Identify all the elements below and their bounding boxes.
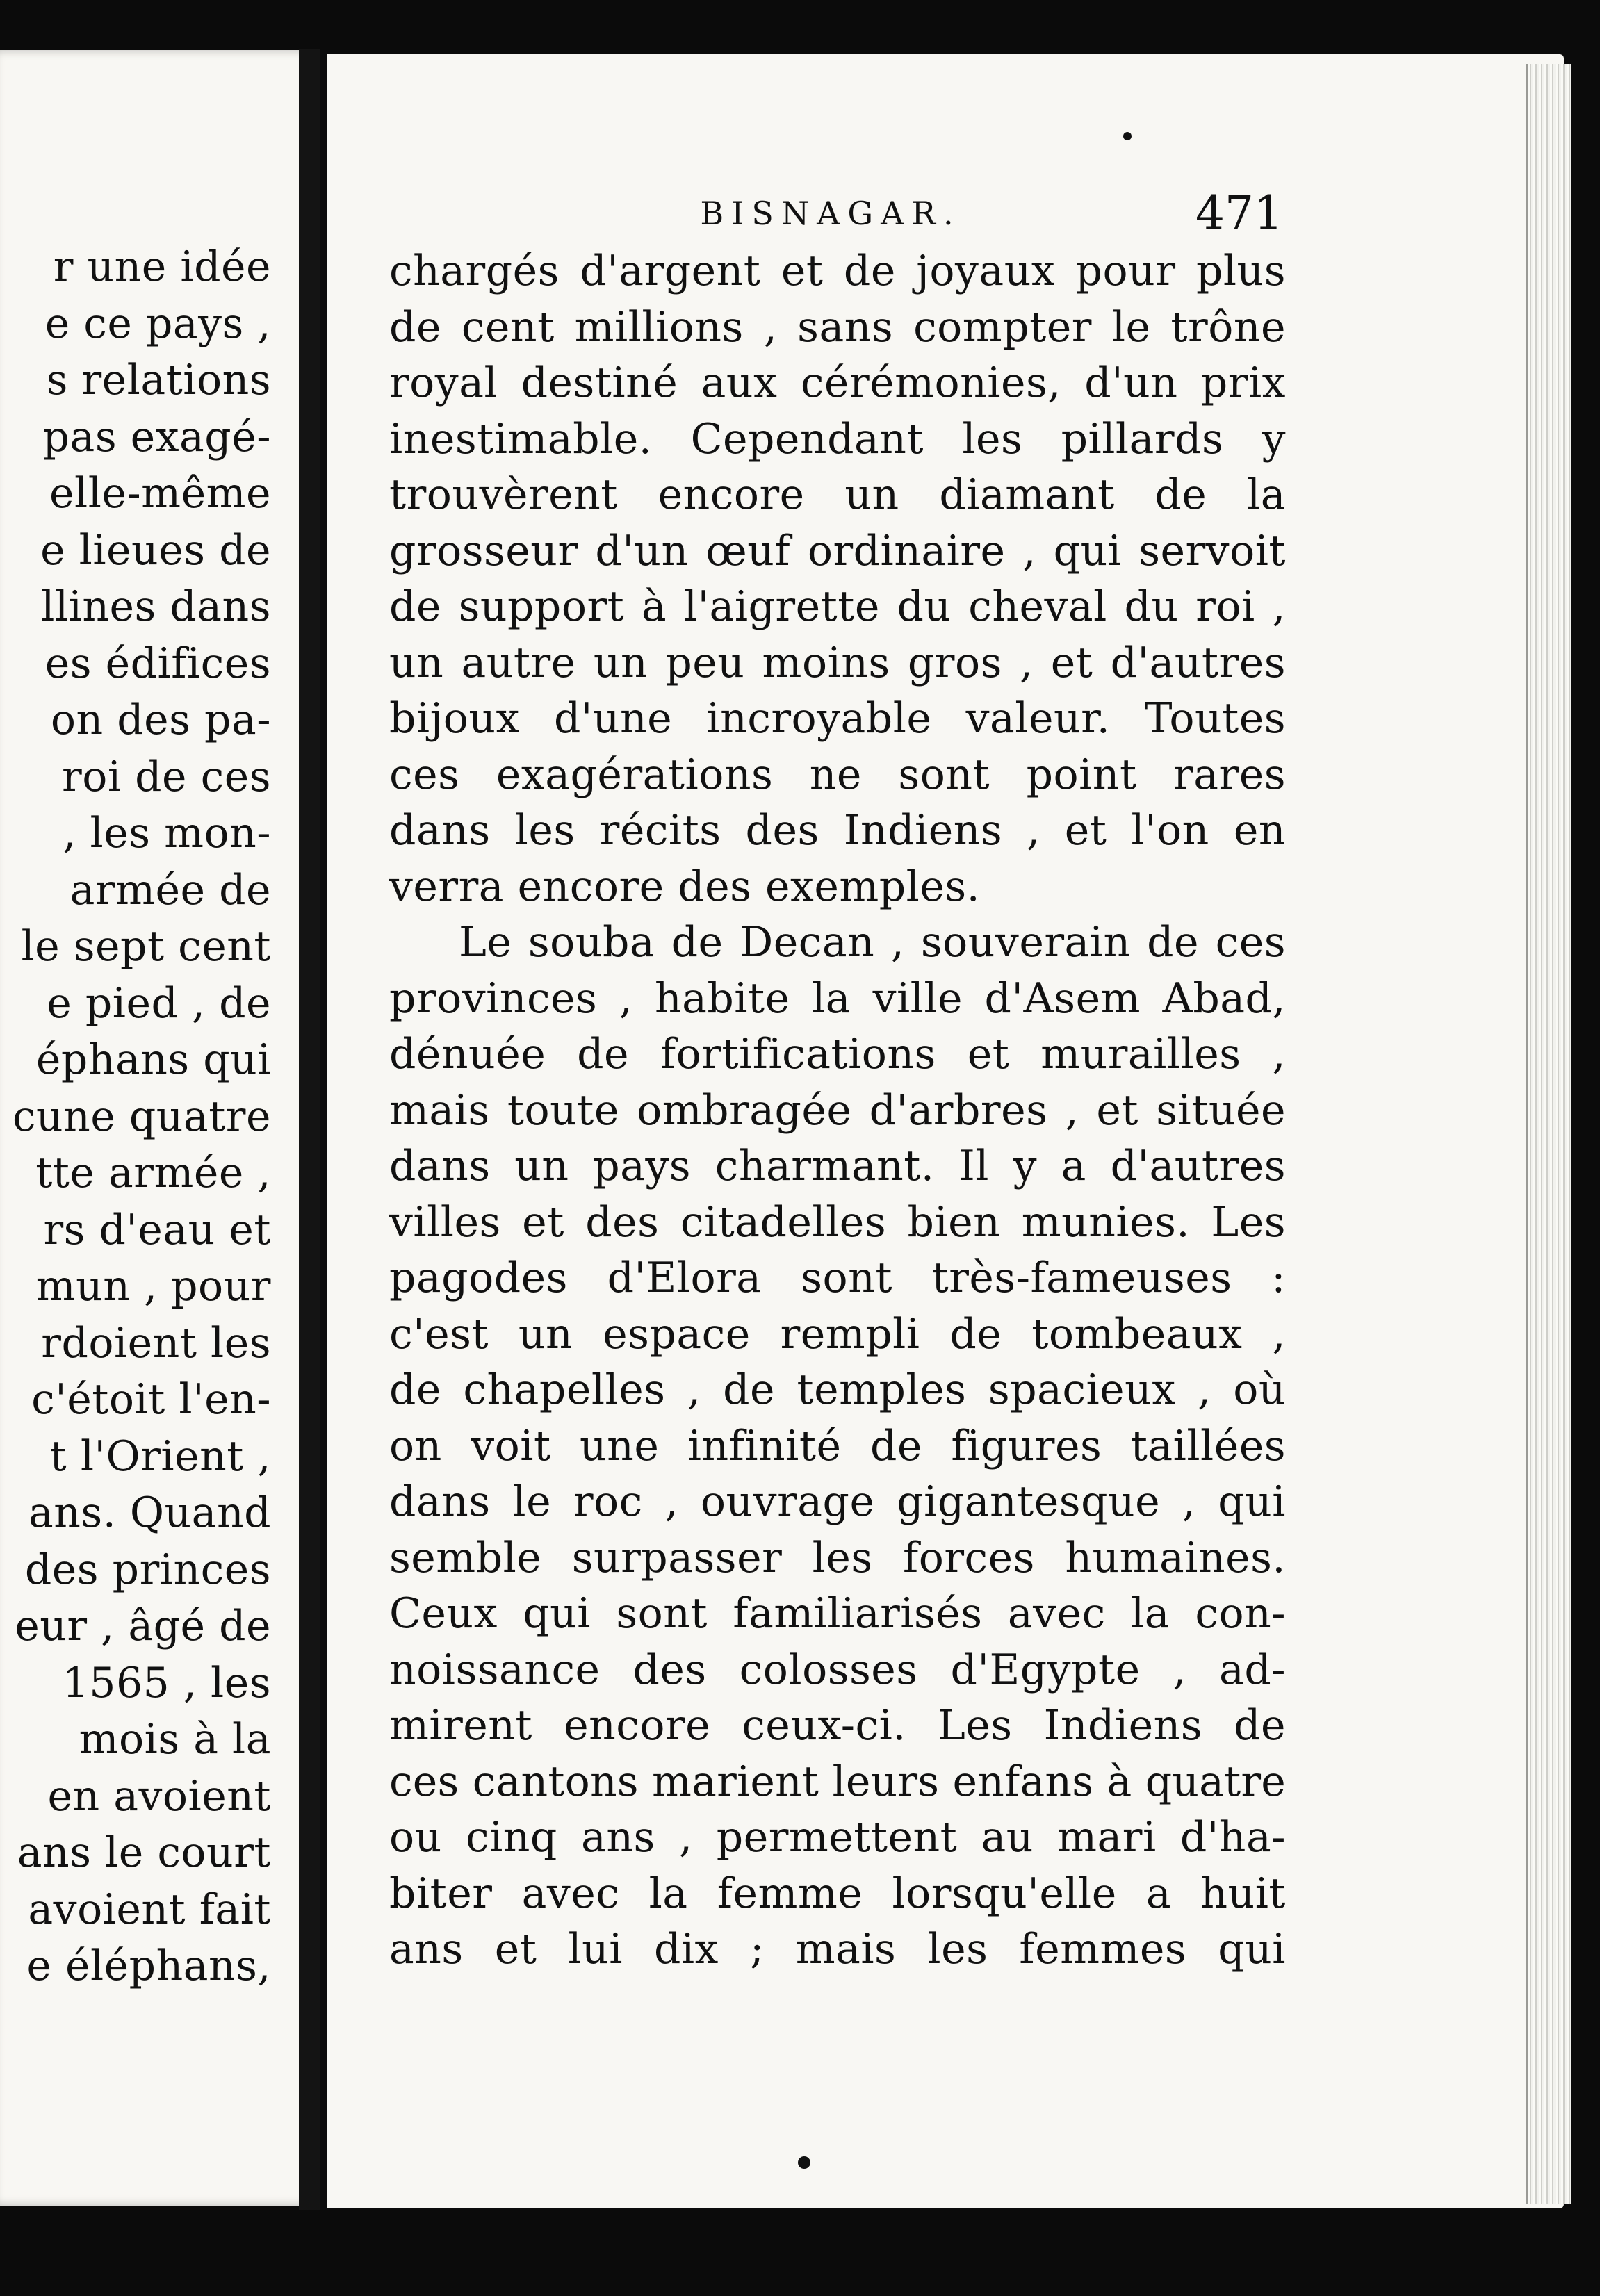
right-page-line: dans un pays charmant. Il y a d'autres	[389, 1142, 1286, 1190]
right-page-line: verra encore des exemples.	[389, 862, 981, 911]
right-page-line: villes et des citadelles bien munies. Les	[389, 1197, 1286, 1247]
right-page-line: ces cantons marient leurs enfans à quatre	[389, 1757, 1286, 1806]
right-page-line: inestimable. Cependant les pillards y	[389, 414, 1286, 464]
left-page-line: ans. Quand	[28, 1489, 271, 1537]
right-page-line: royal destiné aux cérémonies, d'un prix	[389, 359, 1286, 407]
right-page-line: de cent millions , sans compter le trône	[389, 302, 1286, 352]
right-page-line: bijoux d'une incroyable valeur. Toutes	[389, 694, 1286, 743]
left-page-line: eur , âgé de	[15, 1602, 271, 1650]
left-page-line: r une idée	[53, 243, 271, 291]
ink-speck	[798, 2156, 810, 2169]
left-page-line: e lieues de	[40, 525, 271, 575]
right-page-line: ces exagérations ne sont point rares	[389, 750, 1286, 799]
page-number: 471	[1195, 186, 1283, 240]
right-page-line: chargés d'argent et de joyaux pour plus	[389, 247, 1286, 295]
right-page-line: de chapelles , de temples spacieux , où	[389, 1366, 1286, 1414]
right-page-line: grosseur d'un œuf ordinaire , qui servoit	[389, 526, 1286, 575]
left-page-line: e éléphans,	[26, 1942, 271, 1990]
left-page-line: rs d'eau et	[43, 1205, 271, 1254]
left-page-line: des princes	[24, 1545, 271, 1594]
right-page-line: Ceux qui sont familiarisés avec la con-	[389, 1589, 1286, 1638]
left-page-line: e pied , de	[47, 978, 271, 1028]
page-edge-stack	[1526, 64, 1571, 2204]
left-page-line: pas exagé-	[42, 412, 271, 461]
left-page-line: mun , pour	[35, 1262, 271, 1311]
left-page-line: rdoient les	[41, 1318, 271, 1368]
right-page-line: trouvèrent encore un diamant de la	[389, 470, 1286, 519]
book-gutter	[299, 49, 320, 2210]
left-page-line: mois à la	[79, 1715, 271, 1764]
left-page-line: armée de	[70, 865, 271, 915]
left-page-line: e ce pays ,	[44, 299, 271, 348]
right-page-line: provinces , habite la ville d'Asem Abad,	[389, 974, 1286, 1023]
right-page-line: dans le roc , ouvrage gigantesque , qui	[389, 1477, 1286, 1526]
left-page-line: roi de ces	[62, 752, 271, 801]
right-page-line: c'est un espace rempli de tombeaux ,	[389, 1309, 1286, 1359]
left-page-line: en avoient	[47, 1771, 271, 1821]
left-page-line: tte armée ,	[35, 1149, 271, 1197]
left-page-line: cune quatre	[12, 1092, 271, 1141]
right-page-line: un autre un peu moins gros , et d'autres	[389, 638, 1286, 687]
left-page-line: , les mon-	[63, 809, 271, 858]
left-page-line: 1565 , les	[62, 1658, 271, 1707]
left-page-line: elle-même	[49, 469, 271, 518]
left-page-line: llines dans	[41, 582, 271, 631]
left-page	[0, 50, 314, 2206]
right-page-line: dans les récits des Indiens , et l'on en	[389, 806, 1286, 855]
right-page-line: on voit une infinité de figures taillées	[389, 1421, 1286, 1470]
left-page-line: s relations	[46, 356, 271, 404]
left-page-line: on des pa-	[50, 696, 271, 744]
running-head: BISNAGAR.	[700, 195, 961, 232]
right-page-line: noissance des colosses d'Egypte , ad-	[389, 1645, 1286, 1694]
left-page-line: éphans qui	[35, 1035, 271, 1084]
right-page-line: dénuée de fortifications et murailles ,	[389, 1030, 1286, 1079]
right-page-line: ans et lui dix ; mais les femmes qui	[389, 1925, 1286, 1974]
right-page-line: mais toute ombragée d'arbres , et située	[389, 1085, 1286, 1135]
left-page-line: le sept cent	[21, 922, 271, 971]
left-page-line: avoient fait	[28, 1885, 271, 1934]
left-page-line: c'étoit l'en-	[31, 1375, 271, 1424]
ink-speck	[1123, 132, 1132, 140]
right-page-line: pagodes d'Elora sont très-fameuses :	[389, 1254, 1286, 1302]
left-page-line: t l'Orient ,	[49, 1432, 271, 1481]
right-page-line: mirent encore ceux-ci. Les Indiens de	[389, 1701, 1286, 1750]
right-page-line: de support à l'aigrette du cheval du roi ,	[389, 582, 1286, 631]
right-page-line: Le souba de Decan , souverain de ces	[459, 918, 1286, 967]
right-page-line: biter avec la femme lorsqu'elle a huit	[389, 1869, 1286, 1918]
left-page-line: es édifices	[44, 639, 271, 688]
right-page-line: ou cinq ans , permettent au mari d'ha-	[389, 1813, 1286, 1862]
right-page-line: semble surpasser les forces humaines.	[389, 1533, 1286, 1582]
left-page-line: ans le court	[17, 1828, 271, 1877]
